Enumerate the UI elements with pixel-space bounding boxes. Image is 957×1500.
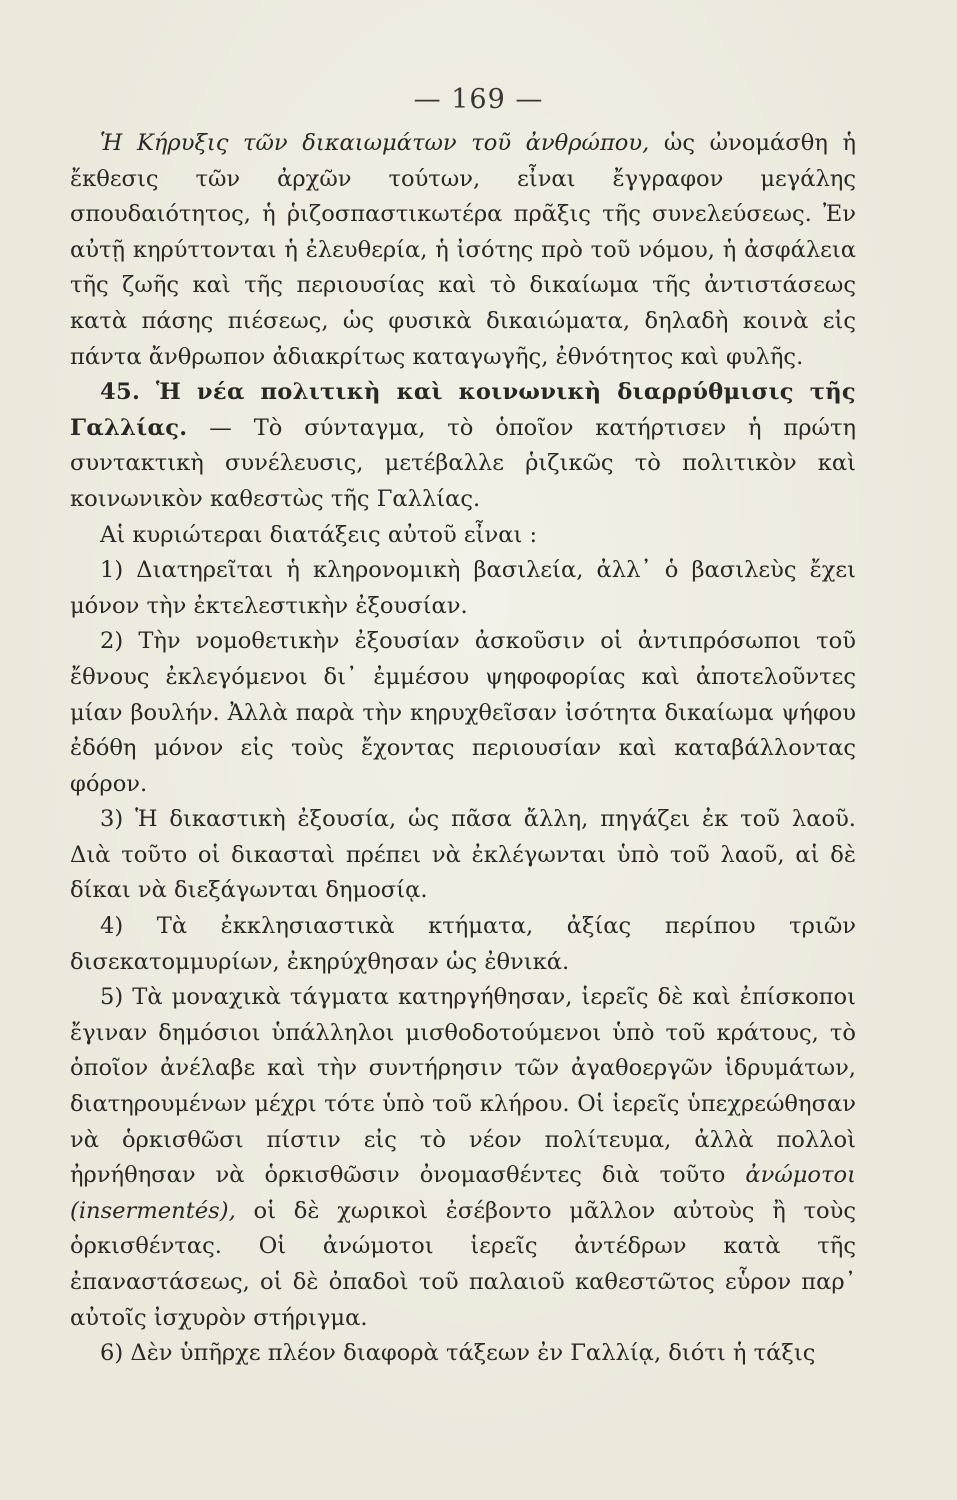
italic-term-insermentes: ἀνώμοτοι (insermentés), xyxy=(70,1162,856,1224)
list-item-1: 1) Διατηρεῖται ἡ κληρονομικὴ βασιλεία, ἀλλ᾽ ὁ βασιλεὺς ἔχει μόνον τὴν ἐκτελεστικὴν ἐξουσίαν. xyxy=(70,557,856,619)
paragraph-text: 5) Τὰ μοναχικὰ τάγματα κατηργήθησαν, ἱερεῖς δὲ καὶ ἐπίσκοποι ἔγιναν δημόσιοι ὑπάλληλοι μισθοδοτούμενοι ὑπὸ τοῦ κράτους, τὸ ὁποῖον ἀνέλαβε καὶ τὴν συντήρησιν τῶν ἀγαθοεργῶν ἱδρυμάτων, διατηρουμένων μέχρι τότε ὑπὸ τοῦ κλήρου. Οἱ ἱερεῖς ὑπεχρεώθησαν νὰ ὁρκισθῶσι πίστιν εἰς τὸ νέον πολίτευμα, ἀλλὰ πολλοὶ ἠρνήθησαν νὰ ὁρκισθῶσιν ὀνομασθέντες διὰ τοῦτο xyxy=(70,984,856,1189)
paragraph-main-provisions: Αἱ κυριώτεραι διατάξεις αὐτοῦ εἶναι : xyxy=(100,521,538,548)
body-text xyxy=(70,126,856,1372)
paragraph-text: οἱ δὲ χωρικοὶ ἐσέβοντο μᾶλλον αὐτοὺς ἢ τοὺς ὁρκισθέντας. Οἱ ἀνώμοτοι ἱερεῖς ἀντέδρων κατὰ τῆς ἐπαναστάσεως, οἱ δὲ ὀπαδοὶ τοῦ παλαιοῦ καθεστῶτος εὗρον παρ᾽ αὐτοῖς ἰσχυρὸν στήριγμα. xyxy=(70,1197,856,1331)
list-item-4: 4) Τὰ ἐκκλησιαστικὰ κτήματα, ἀξίας περίπου τριῶν δισεκατομμυρίων, ἐκηρύχθησαν ὡς ἐθνικά. xyxy=(70,913,856,975)
list-item-2: 2) Τὴν νομοθετικὴν ἐξουσίαν ἀσκοῦσιν οἱ ἀντιπρόσωποι τοῦ ἔθνους ἐκλεγόμενοι δι᾽ ἐμμέσου ψηφοφορίας καὶ ἀποτελοῦντες μίαν βουλήν. Ἀλλὰ παρὰ τὴν κηρυχθεῖσαν ἰσότητα δικαίωμα ψήφου ἐδόθη μόνον εἰς τοὺς ἔχοντας περιουσίαν καὶ καταβάλλοντας φόρον. xyxy=(70,628,856,797)
section-heading: 45. Ἡ νέα πολιτικὴ καὶ κοινωνικὴ διαρρύθμισις τῆς Γαλλίας. xyxy=(70,379,856,441)
paragraph-declaration xyxy=(70,126,856,375)
paragraph-text: ὡς ὠνομάσθη ἡ ἔκθεσις τῶν ἀρχῶν τούτων, εἶναι ἔγγραφον μεγάλης σπουδαιότητος, ἡ ῥιζοσπαστικωτέρα πρᾶξις τῆς συνελεύσεως. Ἐν αὐτῇ κηρύττονται ἡ ἐλευθερία, ἡ ἰσότης πρὸ τοῦ νόμου, ἡ ἀσφάλεια τῆς ζωῆς καὶ τῆς περιουσίας καὶ τὸ δικαίωμα τῆς ἀντιστάσεως κατὰ πάσης πιέσεως, ὡς φυσικὰ δικαιώματα, δηλαδὴ κοινὰ εἰς πάντα ἄνθρωπον ἀδιακρίτως καταγωγῆς, ἐθνότητος καὶ φυλῆς. xyxy=(70,130,856,370)
list-item-3: 3) Ἡ δικαστικὴ ἐξουσία, ὡς πᾶσα ἄλλη, πηγάζει ἐκ τοῦ λαοῦ. Διὰ τοῦτο οἱ δικασταὶ πρέπει νὰ ἐκλέγωνται ὑπὸ τοῦ λαοῦ, αἱ δὲ δίκαι νὰ διεξάγωνται δημοσίᾳ. xyxy=(70,806,856,904)
italic-title-declaration: Ἡ Κήρυξις τῶν δικαιωμάτων τοῦ ἀνθρώπου, xyxy=(100,130,650,156)
list-item-5 xyxy=(70,980,856,1336)
page-number: — 169 — xyxy=(413,84,544,115)
paragraph-text: — Τὸ σύνταγμα, τὸ ὁποῖον κατήρτισεν ἡ πρώτη συντακτικὴ συνέλευσις, μετέβαλλε ῥιζικῶς τὸ πολιτικὸν καὶ κοινωνικὸν καθεστὼς τῆς Γαλλίας. xyxy=(70,414,856,512)
list-item-6: 6) Δὲν ὑπῆρχε πλέον διαφορὰ τάξεων ἐν Γαλλίᾳ, διότι ἡ τάξις xyxy=(100,1340,816,1367)
section-heading-paragraph xyxy=(70,375,856,517)
